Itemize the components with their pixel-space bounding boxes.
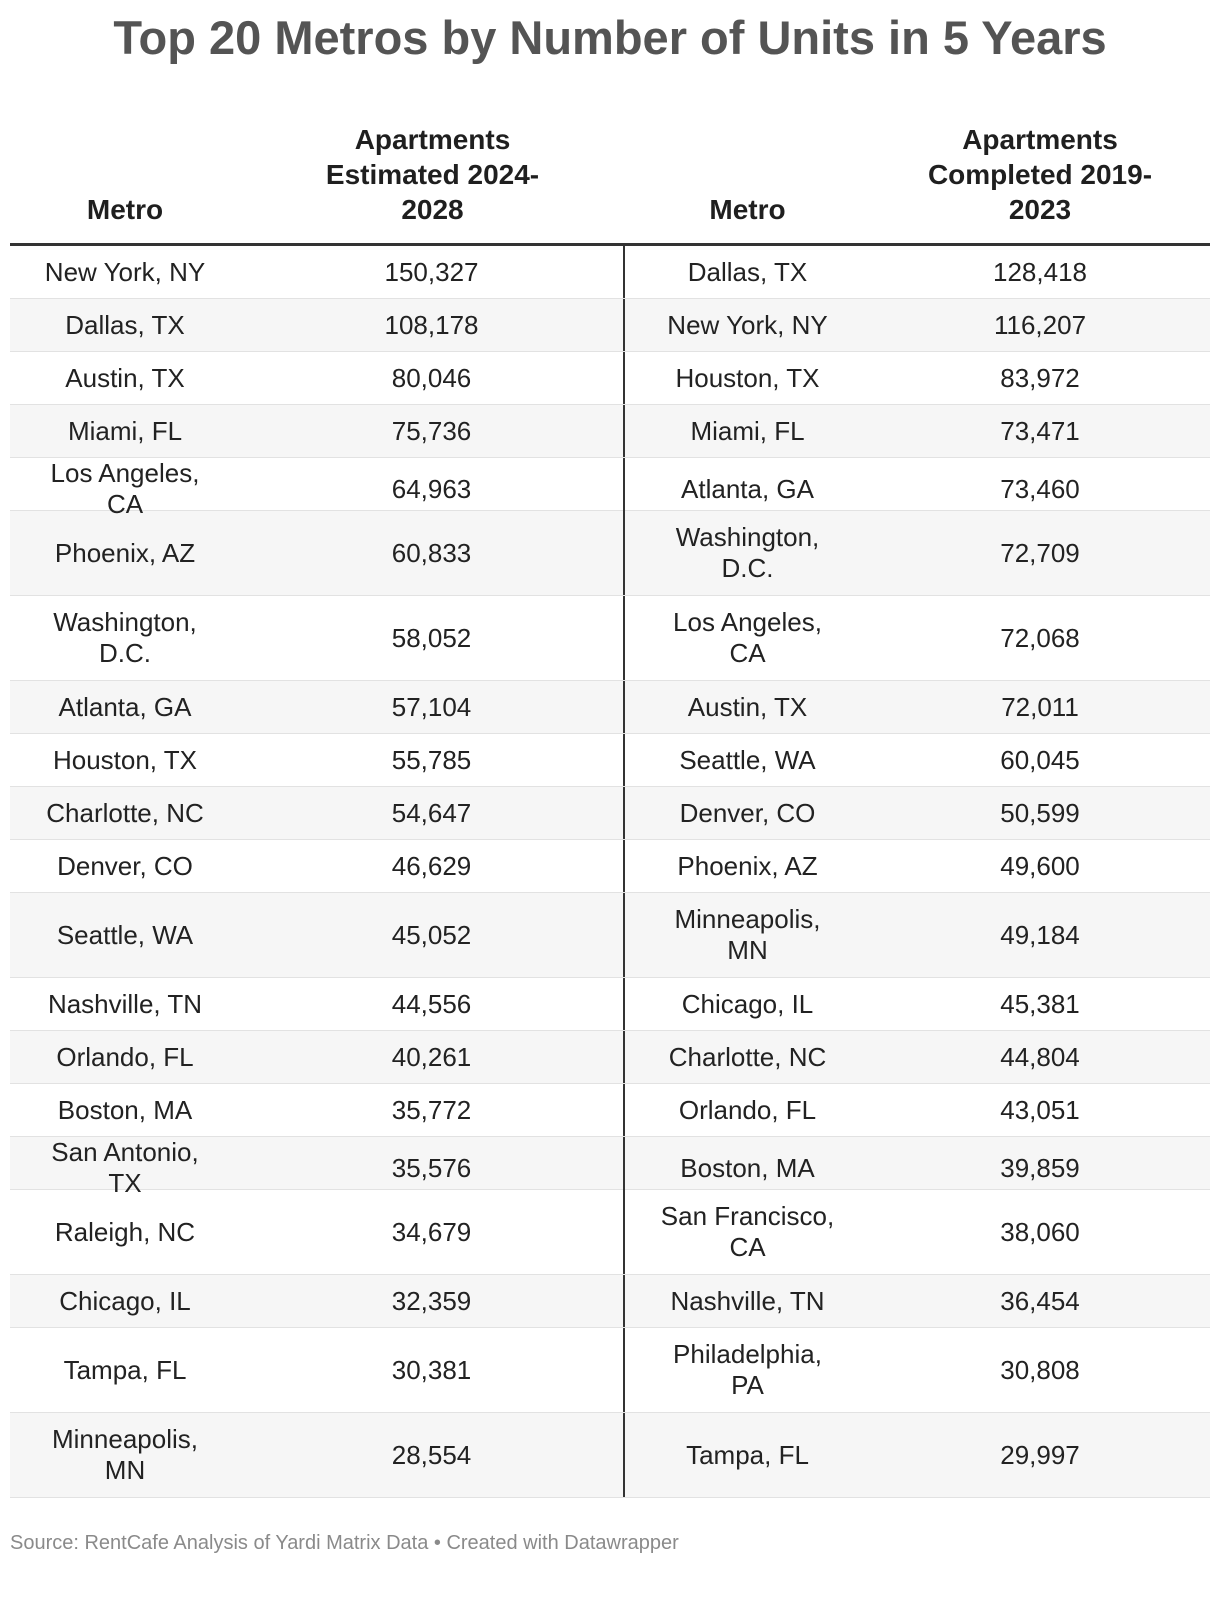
table-row — [10, 1084, 1210, 1137]
metro-completed-cell: Miami, FL — [690, 415, 805, 446]
metro-completed-cell: Denver, CO — [679, 797, 816, 828]
metro-completed-cell: Minneapolis, MN — [674, 904, 821, 965]
table-body — [10, 246, 1210, 1498]
apartments-estimated-cell: 108,178 — [240, 299, 625, 351]
metro-completed-cell: Austin, TX — [687, 691, 808, 722]
apartments-estimated-cell: 45,052 — [240, 893, 625, 977]
table-row — [10, 1190, 1210, 1275]
apartments-estimated-cell: 80,046 — [240, 352, 625, 404]
table-row — [10, 1413, 1210, 1498]
metro-estimated-cell: Dallas, TX — [65, 309, 185, 340]
metro-completed-cell: Houston, TX — [675, 362, 820, 393]
table-row — [10, 1275, 1210, 1328]
table-row — [10, 1031, 1210, 1084]
metro-estimated-cell: Denver, CO — [57, 850, 193, 881]
metro-completed-cell: Seattle, WA — [679, 744, 816, 775]
metro-estimated-cell: Seattle, WA — [56, 919, 194, 950]
metro-estimated-cell: Raleigh, NC — [54, 1216, 196, 1247]
metro-completed-cell: Charlotte, NC — [668, 1041, 827, 1072]
table-row — [10, 458, 1210, 519]
header-apartments-estimated: Apartments Estimated 2024-2028 — [325, 124, 540, 225]
metro-estimated-cell: Austin, TX — [65, 362, 185, 393]
apartments-completed-cell: 128,418 — [993, 256, 1087, 287]
metro-estimated-cell: Tampa, FL — [63, 1354, 187, 1385]
apartments-estimated-cell: 46,629 — [240, 840, 625, 892]
table-row — [10, 681, 1210, 734]
metro-estimated-cell: New York, NY — [44, 256, 206, 287]
apartments-completed-cell: 83,972 — [1000, 362, 1080, 393]
apartments-completed-cell: 44,804 — [1000, 1041, 1080, 1072]
table-header — [10, 118, 1210, 246]
apartments-completed-cell: 116,207 — [993, 309, 1087, 340]
apartments-estimated-cell: 58,052 — [240, 596, 625, 680]
table-row — [10, 246, 1210, 299]
apartments-completed-cell: 30,808 — [1000, 1354, 1080, 1385]
metro-estimated-cell: Charlotte, NC — [46, 797, 204, 828]
page-title: Top 20 Metros by Number of Units in 5 Years — [113, 11, 1107, 64]
apartments-completed-cell: 39,859 — [1000, 1152, 1080, 1183]
metro-completed-cell: Phoenix, AZ — [677, 850, 818, 881]
apartments-estimated-cell: 44,556 — [240, 978, 625, 1030]
apartments-completed-cell: 49,600 — [1000, 850, 1080, 881]
apartments-completed-cell: 49,184 — [1000, 919, 1080, 950]
metro-estimated-cell: Chicago, IL — [59, 1285, 191, 1316]
metro-estimated-cell: Houston, TX — [52, 744, 198, 775]
header-metro-estimated: Metro — [86, 194, 164, 225]
apartments-estimated-cell: 40,261 — [240, 1031, 625, 1083]
table-row — [10, 1328, 1210, 1413]
apartments-estimated-cell: 32,359 — [240, 1275, 625, 1327]
metro-completed-cell: Nashville, TN — [670, 1285, 825, 1316]
apartments-completed-cell: 60,045 — [1000, 744, 1080, 775]
metro-completed-cell: Tampa, FL — [686, 1439, 809, 1470]
apartments-estimated-cell: 75,736 — [240, 405, 625, 457]
metro-completed-cell: Los Angeles, CA — [673, 607, 822, 668]
apartments-estimated-cell: 60,833 — [240, 511, 625, 595]
table-row — [10, 840, 1210, 893]
apartments-estimated-cell: 35,772 — [240, 1084, 625, 1136]
apartments-completed-cell: 29,997 — [1000, 1439, 1080, 1470]
table-row — [10, 734, 1210, 787]
source-note: Source: RentCafe Analysis of Yardi Matrix Data • Created with Datawrapper — [10, 1532, 679, 1554]
apartments-estimated-cell: 35,576 — [240, 1137, 625, 1199]
apartments-completed-cell: 73,460 — [1000, 473, 1080, 504]
metro-estimated-cell: San Antonio, TX — [51, 1137, 199, 1198]
apartments-completed-cell: 72,068 — [1000, 622, 1080, 653]
metro-estimated-cell: Minneapolis, MN — [52, 1424, 198, 1485]
apartments-completed-cell: 43,051 — [1000, 1094, 1080, 1125]
header-metro-completed: Metro — [709, 194, 786, 225]
metro-estimated-cell: Phoenix, AZ — [54, 537, 196, 568]
metro-estimated-cell: Boston, MA — [57, 1094, 193, 1125]
metro-estimated-cell: Nashville, TN — [47, 988, 203, 1019]
metro-estimated-cell: Atlanta, GA — [58, 691, 192, 722]
apartments-estimated-cell: 150,327 — [240, 246, 625, 298]
metro-completed-cell: Orlando, FL — [678, 1094, 817, 1125]
apartments-estimated-cell: 34,679 — [240, 1190, 625, 1274]
table-row — [10, 787, 1210, 840]
table-row — [10, 596, 1210, 681]
metro-estimated-cell: Los Angeles, CA — [50, 458, 200, 519]
table-row — [10, 352, 1210, 405]
apartments-completed-cell: 73,471 — [1000, 415, 1080, 446]
metro-completed-cell: Atlanta, GA — [681, 473, 814, 504]
table-row — [10, 405, 1210, 458]
apartments-completed-cell: 36,454 — [1000, 1285, 1080, 1316]
apartments-estimated-cell: 57,104 — [240, 681, 625, 733]
metro-estimated-cell: Miami, FL — [67, 415, 183, 446]
table-row — [10, 978, 1210, 1031]
header-apartments-completed: Apartments Completed 2019-2023 — [927, 124, 1153, 225]
apartments-estimated-cell: 54,647 — [240, 787, 625, 839]
metro-completed-cell: New York, NY — [667, 309, 828, 340]
metro-estimated-cell: Washington, D.C. — [53, 607, 197, 668]
data-table — [10, 118, 1210, 1498]
apartments-completed-cell: 72,709 — [1000, 537, 1080, 568]
metro-completed-cell: Chicago, IL — [681, 988, 814, 1019]
apartments-completed-cell: 50,599 — [1000, 797, 1080, 828]
metro-completed-cell: San Francisco, CA — [660, 1201, 835, 1262]
metro-completed-cell: Boston, MA — [680, 1152, 815, 1183]
metro-completed-cell: Philadelphia, PA — [673, 1339, 822, 1400]
apartments-completed-cell: 72,011 — [1001, 691, 1079, 722]
metro-completed-cell: Washington, D.C. — [675, 522, 820, 583]
table-row — [10, 511, 1210, 596]
table-row — [10, 893, 1210, 978]
table-row — [10, 299, 1210, 352]
apartments-estimated-cell: 28,554 — [240, 1413, 625, 1497]
apartments-estimated-cell: 64,963 — [240, 458, 625, 520]
table-row — [10, 1137, 1210, 1198]
apartments-estimated-cell: 55,785 — [240, 734, 625, 786]
metro-estimated-cell: Orlando, FL — [56, 1041, 194, 1072]
apartments-completed-cell: 38,060 — [1000, 1216, 1080, 1247]
apartments-completed-cell: 45,381 — [1000, 988, 1080, 1019]
metro-completed-cell: Dallas, TX — [687, 256, 808, 287]
apartments-estimated-cell: 30,381 — [240, 1328, 625, 1412]
